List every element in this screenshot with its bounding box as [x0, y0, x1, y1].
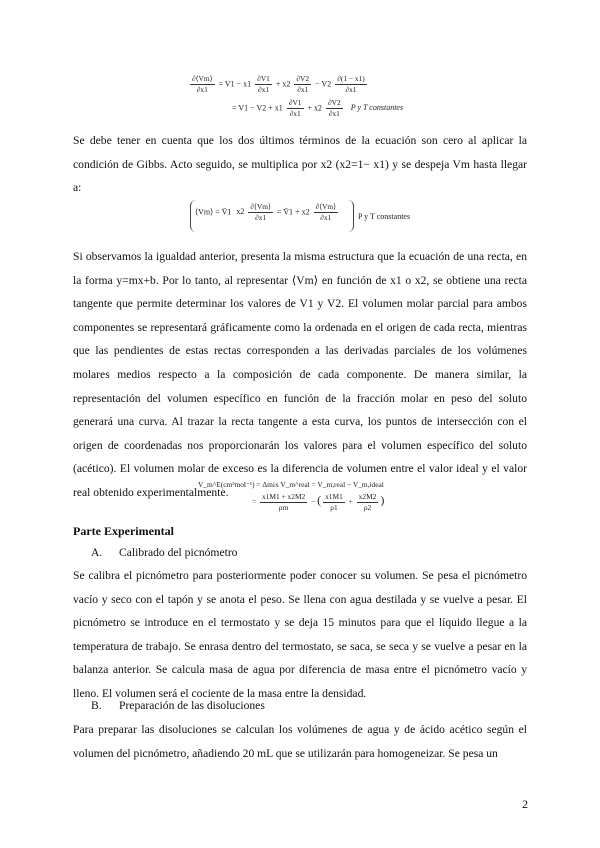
subsection-title: Calibrado del picnómetro: [119, 546, 238, 559]
section-title: Parte Experimental: [73, 524, 174, 538]
equation-excess-volume: [198, 480, 418, 518]
equation-line-2: = V1 − V2 + x1 $\frac{\partial V1}{\partial x1}$ + x2 $\frac{\partial V2}{\partial x1}$ P y T constantes: [232, 98, 404, 118]
fraction: $\frac{\partial⟨Vm⟩}{\partial x1}$: [315, 202, 337, 222]
equation-line-1: V_m^E(cm³mol⁻¹) = Δmix V_m^real = V_m,real − V_m,ideal: [198, 480, 384, 489]
paragraph-gibbs: Se debe tener en cuenta que los dos últimos términos de la ecuación son cero al aplicar la condición de Gibbs. Acto seguido, se multiplica por x2 (x2=1− x1) y se despeja Vm hasta llegar a:: [73, 134, 527, 195]
equation-tangent-line: ⟨Vm⟩ = V̄1 x2 $\frac{\partial⟨Vm⟩}{\partial x1}$ = V̄1 + x2 $\frac{\partial⟨Vm⟩}{\partial x1}$: [195, 202, 337, 222]
fraction: $\frac{x1M1 + x2M2}{\rho m}$: [262, 492, 306, 512]
fraction: $\frac{\partial V2}{\partial x1}$: [328, 98, 341, 118]
subsection-heading-a: [91, 546, 237, 559]
page-number: 2: [522, 797, 528, 811]
fraction: $\frac{\partial⟨Vm⟩}{\partial x1}$: [250, 202, 271, 222]
fraction: $\frac{x1M1}{\rho 1}$: [325, 492, 343, 512]
subsection-letter: B.: [91, 699, 102, 712]
fraction: $\frac{x2M2}{\rho 2}$: [358, 492, 377, 512]
subsection-heading-b: [91, 699, 265, 712]
subsection-letter: A.: [91, 546, 103, 559]
fraction: $\frac{\partial V2}{\partial x1}$: [296, 74, 310, 94]
fraction: $\frac{\partial⟨Vm⟩}{\partial x1}$: [192, 74, 213, 94]
equation-partial-derivative: [188, 74, 428, 120]
equation-line-2: = $\frac{x1M1 + x2M2}{\rho m}$ − ( $\frac{x1M1}{\rho 1}$ + $\frac{x2M2}{\rho 2}$ ): [252, 492, 385, 512]
fraction: $\frac{\partial(1 - x1)}{\partial x1}$: [337, 74, 365, 94]
paragraph-straight-line: Si observamos la igualdad anterior, presenta la misma estructura que la ecuación de una recta, en la forma y=mx+b. Por lo tanto, al representar ⟨Vm⟩ en función de x1 o x2, se obtiene una recta tangente que permite determinar los valores de V1 y V2. El volumen molar parcial para ambos componentes se representará gráficamente como la ordenada en el origen de cada recta, mientras que las pendientes de estas rectas corresponden a las derivadas parciales de los volúmenes molares medios respecto a la composición de cada componente. De manera similar, la representación del volumen específico en función de la fracción molar en peso del soluto generará una curva. Al trazar la recta tangente a esta curva, los puntos de intersección con el origen de coordenadas nos proporcionarán los valores para el volumen específico del soluto (acético). El volumen molar de exceso es la diferencia de volumen entre el valor ideal y el valor real obtenido experimentalmente.: [73, 250, 527, 499]
equation-condition: P y T constantes: [358, 212, 411, 221]
fraction: $\frac{\partial V1}{\partial x1}$: [288, 98, 302, 118]
paragraph-solutions: Para preparar las disoluciones se calculan los volúmenes de agua y de ácido acético según el volumen del picnómetro, añadiendo 20 mL que se utilizarán para homogeneizar. Se pesa un: [73, 723, 527, 760]
equation-line-1: $\frac{\partial⟨Vm⟩}{\partial x1}$ = V1 − x1 $\frac{\partial V1}{\partial x1}$ + x2 $\frac{\partial V2}{\partial x1}$ − V2 $\frac{\partial(1 - x1)}{\partial x1}$: [192, 74, 365, 94]
fraction: $\frac{\partial V1}{\partial x1}$: [257, 74, 270, 94]
paragraph-calibration: Se calibra el picnómetro para posteriormente poder conocer su volumen. Se pesa el picnómetro vacío y seco con el tapón y se anota el peso. Se llena con agua destilada y se vuelve a pesar. El picnómetro se introduce en el termostato y se deja 15 minutos para que el líquido llegue a la temperatura de trabajo. Se enrasa dentro del termostato, se saca, se seca y se vuelve a pesar en la balanza anterior. Se calcula masa de agua por diferencia de masa entre el picnómetro vacío y lleno. El volumen será el cociente de la masa entre la densidad.: [73, 569, 527, 700]
subsection-title: Preparación de las disoluciones: [119, 699, 265, 712]
